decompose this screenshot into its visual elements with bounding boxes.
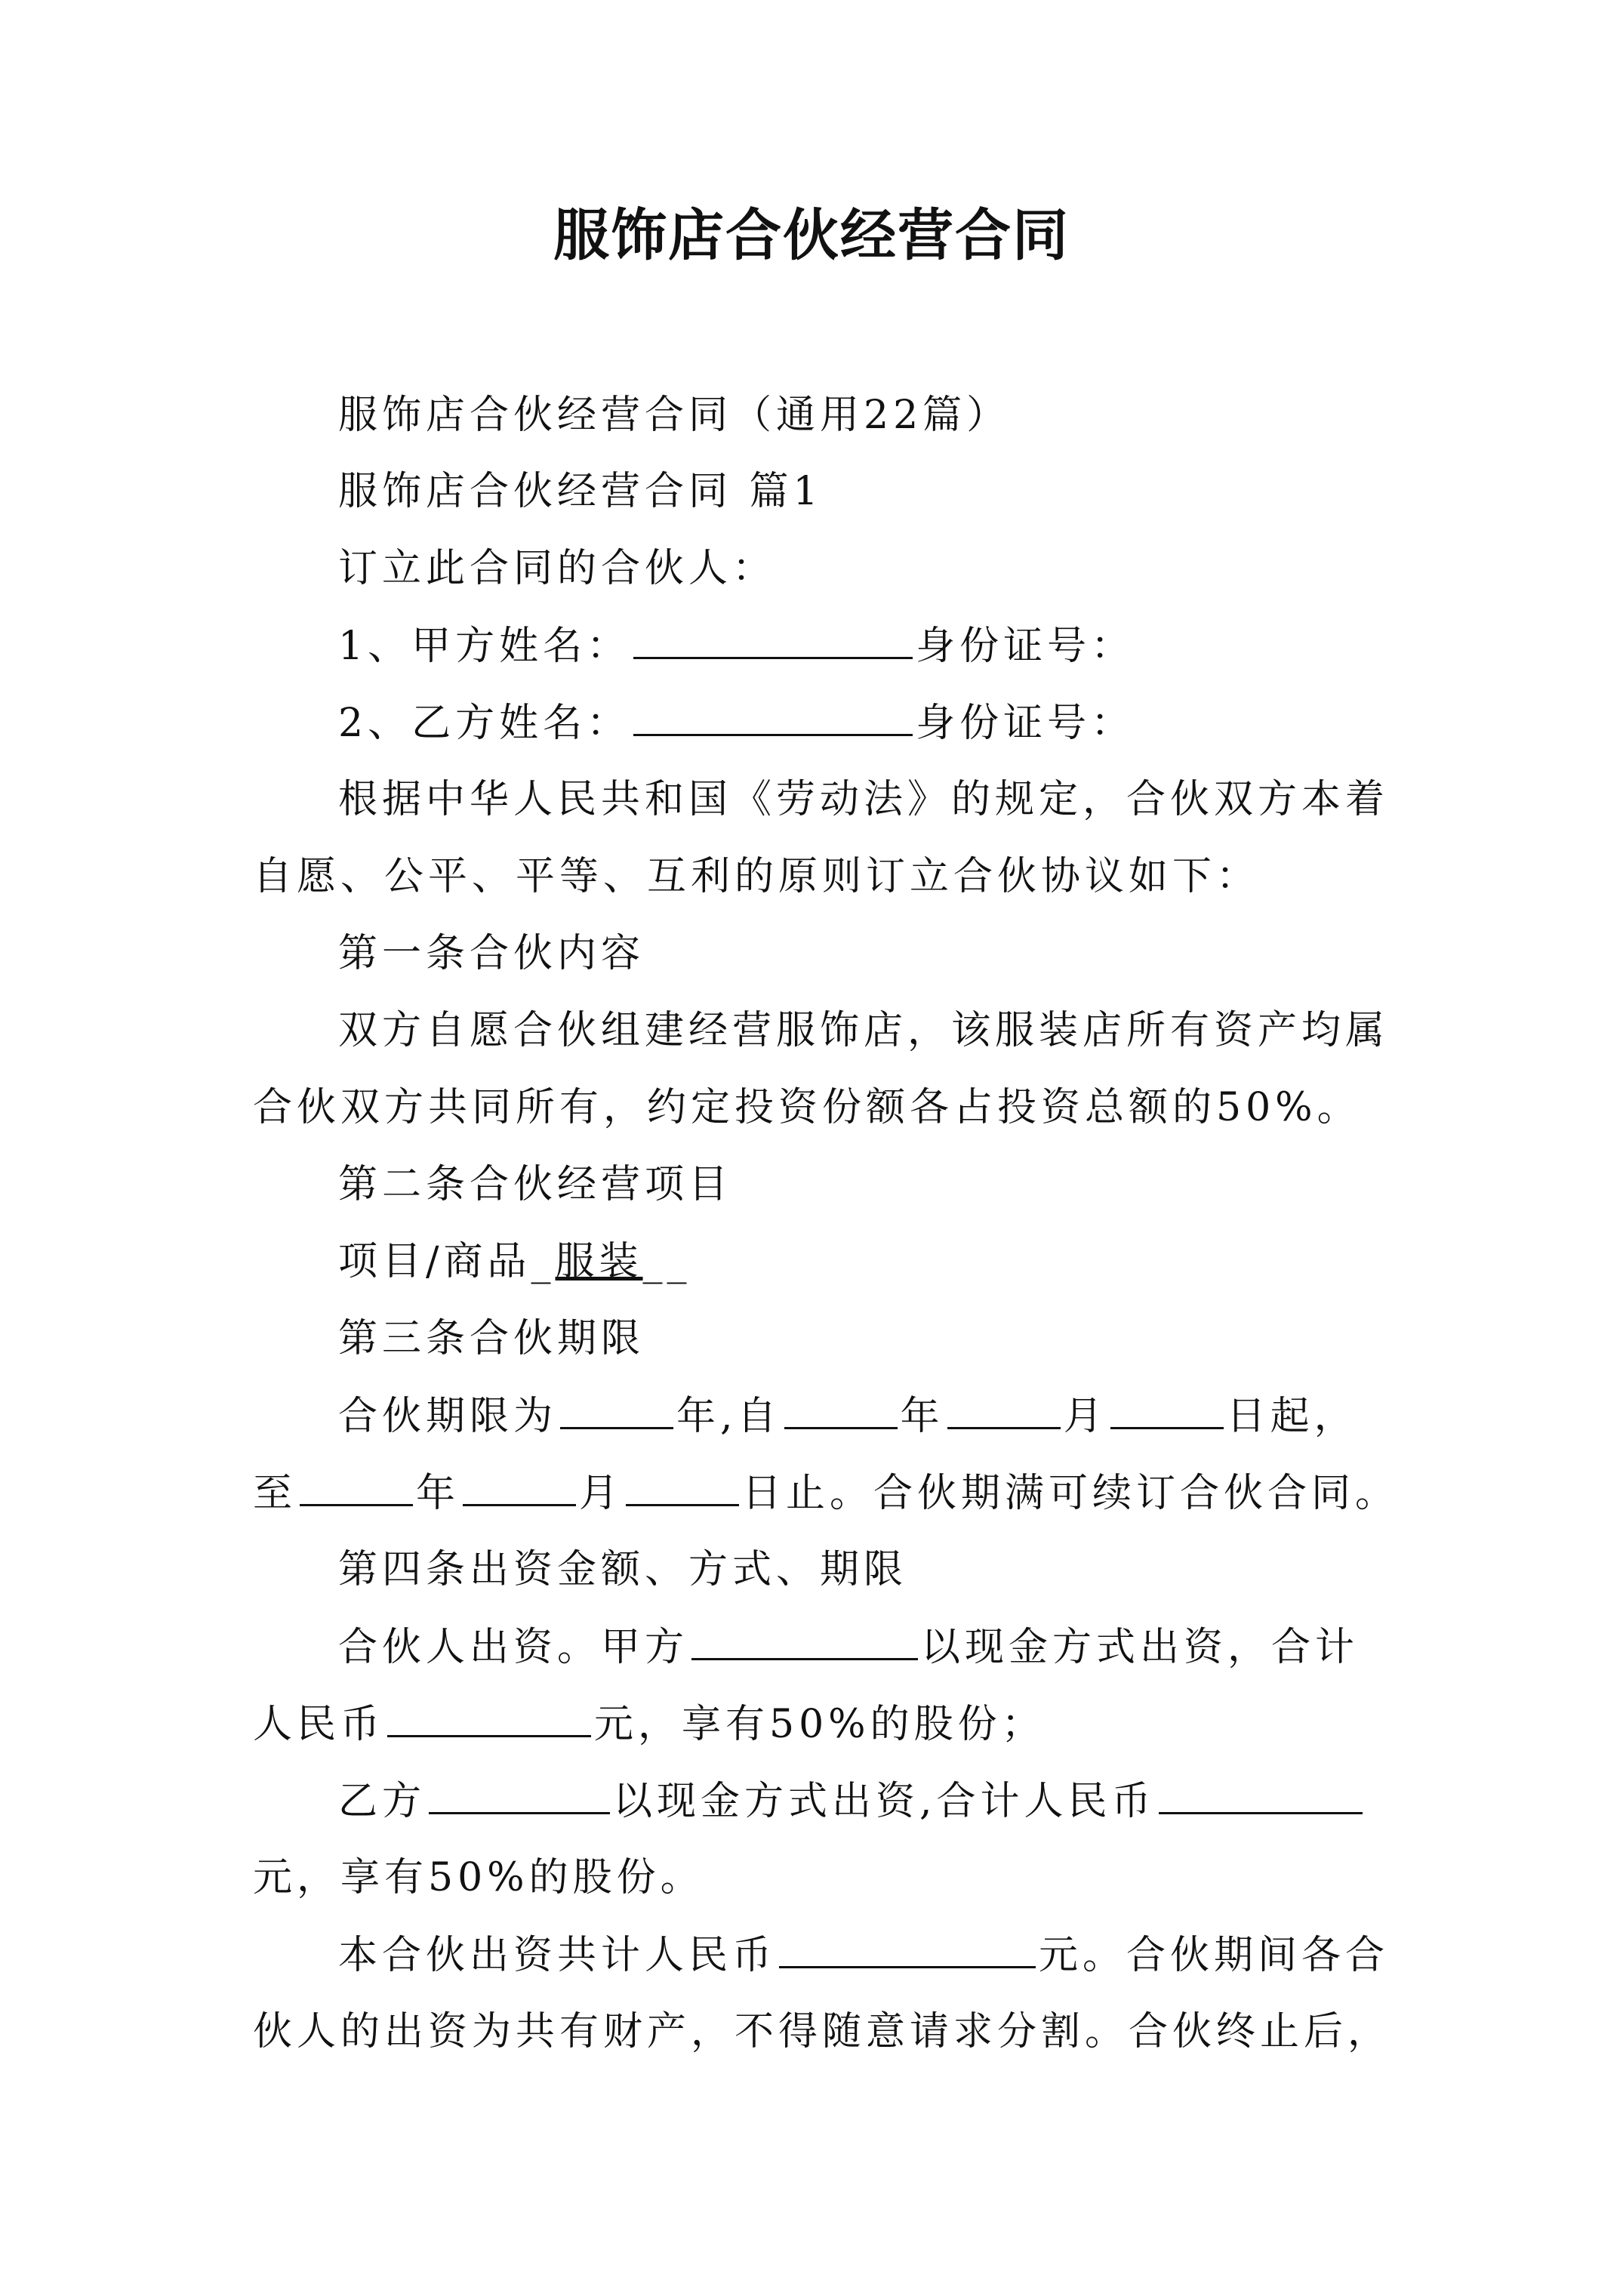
total-amount-blank[interactable] xyxy=(779,1928,1036,1968)
section-heading: 服饰店合伙经营合同 篇1 xyxy=(338,469,823,514)
article2-item-suffix: __ xyxy=(642,1239,691,1284)
rmb-label: 人民币 xyxy=(253,1702,385,1747)
end-year-label: 年 xyxy=(416,1471,460,1516)
party-b-amount-blank[interactable] xyxy=(1159,1774,1363,1814)
party-b-line xyxy=(338,696,1135,750)
article2-heading: 第二条合伙经营项目 xyxy=(338,1162,733,1207)
party-a-amount-blank[interactable] xyxy=(387,1697,591,1737)
article4-p3-line-2: 伙人的出资为共有财产，不得随意请求分割。合伙终止后， xyxy=(253,2009,1392,2054)
total-contribution-label: 本合伙出资共计人民币 xyxy=(338,1933,777,1978)
article3-line-1 xyxy=(338,1389,1358,1443)
party-a-name-blank[interactable] xyxy=(633,619,913,659)
total-contribution-suffix: 元。合伙期间各合 xyxy=(1039,1933,1390,1978)
party-a-line xyxy=(338,619,1135,673)
article2-item-line xyxy=(338,1235,691,1288)
end-year-blank[interactable] xyxy=(300,1466,413,1506)
end-day-label: 日止。合伙期满可续订合伙合同。 xyxy=(742,1471,1400,1516)
end-day-blank[interactable] xyxy=(626,1466,739,1506)
end-month-label: 月 xyxy=(579,1471,624,1516)
article4-heading: 第四条出资金额、方式、期限 xyxy=(338,1547,908,1592)
article1-line-1: 双方自愿合伙组建经营服饰店，该服装店所有资产均属 xyxy=(338,1008,1390,1053)
party-a-contribution-blank[interactable] xyxy=(691,1620,918,1660)
parties-intro: 订立此合同的合伙人： xyxy=(338,546,777,591)
party-b-contribution-blank[interactable] xyxy=(429,1774,610,1814)
end-to-label: 至 xyxy=(253,1471,297,1516)
party-b-suffix: 身份证号： xyxy=(916,701,1135,746)
article4-p2-line-1 xyxy=(338,1774,1366,1828)
end-month-blank[interactable] xyxy=(463,1466,576,1506)
start-day-blank[interactable] xyxy=(1110,1389,1224,1429)
start-day-label: 日起， xyxy=(1226,1394,1358,1439)
party-b-name-blank[interactable] xyxy=(633,696,913,736)
party-a-prefix: 1、甲方姓名： xyxy=(338,624,631,669)
article4-p3-line-1 xyxy=(338,1928,1389,1982)
party-a-contribution-label: 合伙人出资。甲方 xyxy=(338,1625,689,1670)
subtitle: 服饰店合伙经营合同（通用22篇） xyxy=(338,393,1011,438)
article2-item-value: 服装 xyxy=(555,1239,643,1284)
article3-line-2 xyxy=(253,1466,1399,1520)
party-b-contribution-label: 乙方 xyxy=(338,1779,427,1824)
preamble-line-2: 自愿、公平、平等、互利的原则订立合伙协议如下： xyxy=(253,854,1261,899)
article2-item-prefix: 项目/商品_ xyxy=(338,1239,556,1284)
start-year-blank[interactable] xyxy=(784,1389,898,1429)
party-a-suffix: 身份证号： xyxy=(916,624,1135,669)
start-month-label: 月 xyxy=(1063,1394,1107,1439)
party-a-share-text: 元，享有50%的股份； xyxy=(594,1702,1046,1747)
article4-p2-line-2: 元，享有50%的股份。 xyxy=(253,1855,704,1900)
party-a-cash-label: 以现金方式出资，合计 xyxy=(921,1625,1360,1670)
term-years-blank[interactable] xyxy=(560,1389,673,1429)
term-from-label: 年,自 xyxy=(676,1394,781,1439)
term-label: 合伙期限为 xyxy=(338,1394,558,1439)
start-month-blank[interactable] xyxy=(947,1389,1061,1429)
start-year-label: 年 xyxy=(900,1394,944,1439)
article3-heading: 第三条合伙期限 xyxy=(338,1316,645,1361)
article1-line-2: 合伙双方共同所有，约定投资份额各占投资总额的50%。 xyxy=(253,1085,1361,1130)
article4-p1-line-2 xyxy=(253,1697,1046,1751)
article1-heading: 第一条合伙内容 xyxy=(338,931,645,976)
article4-p1-line-1 xyxy=(338,1620,1359,1674)
document-title: 服饰店合伙经营合同 xyxy=(553,203,1070,268)
party-b-prefix: 2、乙方姓名： xyxy=(338,701,631,746)
preamble-line-1: 根据中华人民共和国《劳动法》的规定，合伙双方本着 xyxy=(338,777,1390,822)
party-b-cash-label: 以现金方式出资,合计人民币 xyxy=(613,1779,1156,1824)
